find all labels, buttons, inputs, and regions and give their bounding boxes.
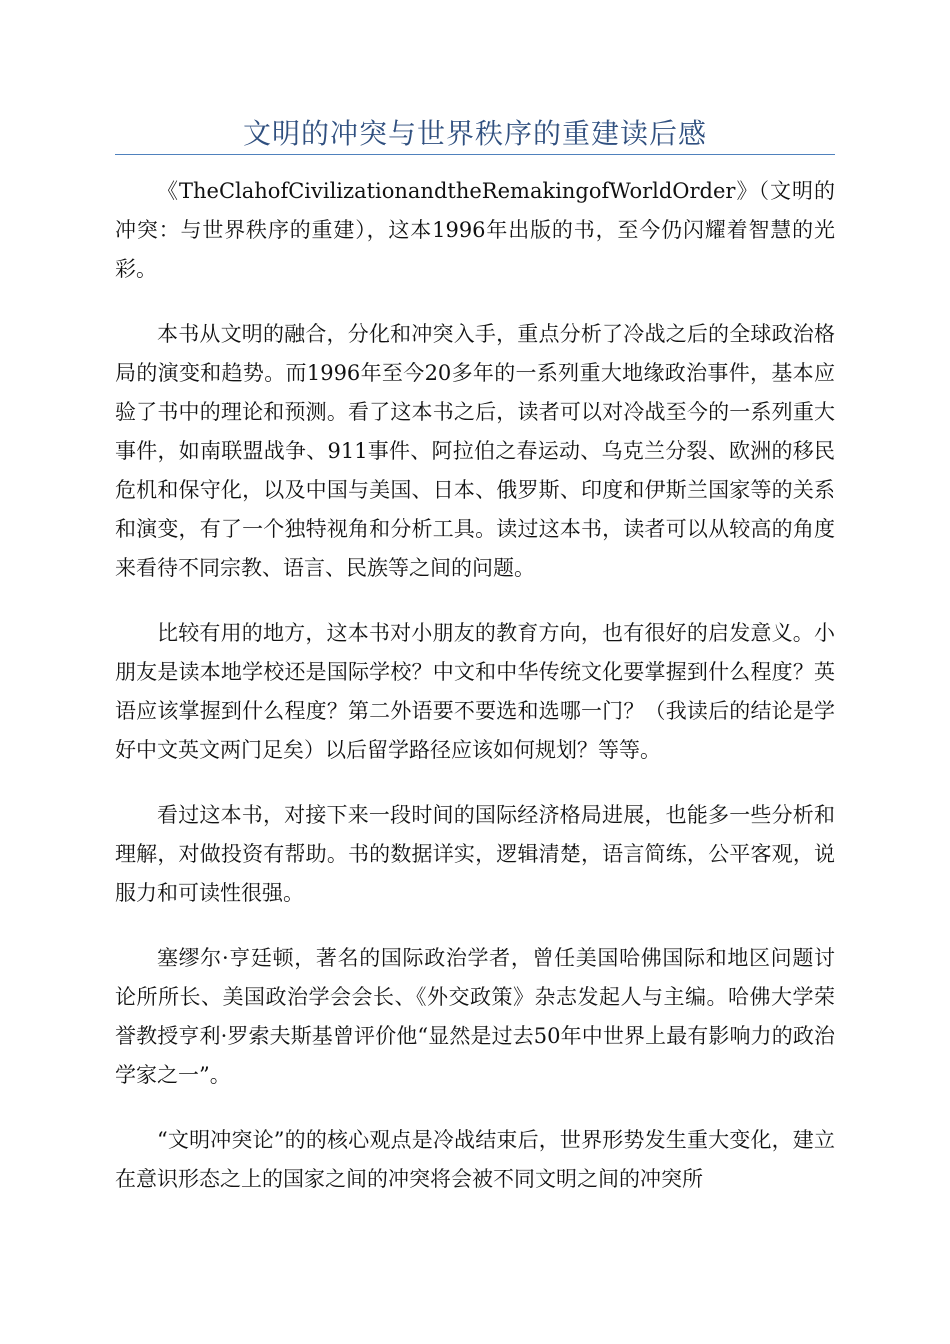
paragraph-education: 比较有用的地方，这本书对小朋友的教育方向，也有很好的启发意义。小朋友是读本地学校还是国际学校？中文和中华传统文化要掌握到什么程度？英语应该掌握到什么程度？第二外语要不要选和选哪一门？（我读后的结论是学好中文英文两门足矣）以后留学路径应该如何规划？等等。 bbox=[115, 621, 835, 762]
paragraph-core-view: “文明冲突论”的的核心观点是冷战结束后，世界形势发生重大变化，建立在意识形态之上的国家之间的冲突将会被不同文明之间的冲突所 bbox=[115, 1128, 835, 1191]
paragraph-investment: 看过这本书，对接下来一段时间的国际经济格局进展，也能多一些分析和理解，对做投资有帮助。书的数据详实，逻辑清楚，语言简练，公平客观，说服力和可读性很强。 bbox=[115, 803, 835, 905]
paragraph-analysis: 本书从文明的融合，分化和冲突入手，重点分析了冷战之后的全球政治格局的演变和趋势。而1996年至今20多年的一系列重大地缘政治事件，基本应验了书中的理论和预测。看了这本书之后，读者可以对冷战至今的一系列重大事件，如南联盟战争、911事件、阿拉伯之春运动、乌克兰分裂、欧洲的移民危机和保守化，以及中国与美国、日本、俄罗斯、印度和伊斯兰国家等的关系和演变，有了一个独特视角和分析工具。读过这本书，读者可以从较高的角度来看待不同宗教、语言、民族等之间的问题。 bbox=[115, 322, 835, 580]
document-title: 文明的冲突与世界秩序的重建读后感 bbox=[242, 117, 707, 150]
paragraph-intro: 《TheClahofCivilizationandtheRemakingofWorldOrder》（文明的冲突：与世界秩序的重建），这本1996年出版的书，至今仍闪耀着智慧的光彩。 bbox=[115, 179, 835, 281]
title-underline bbox=[115, 154, 835, 155]
document-body bbox=[115, 172, 835, 1225]
paragraph-author: 塞缪尔·亨廷顿，著名的国际政治学者，曾任美国哈佛国际和地区问题讨论所所长、美国政治学会会长、《外交政策》杂志发起人与主编。哈佛大学荣誉教授亨利·罗索夫斯基曾评价他“显然是过去50年中世界上最有影响力的政治学家之一”。 bbox=[115, 946, 835, 1087]
